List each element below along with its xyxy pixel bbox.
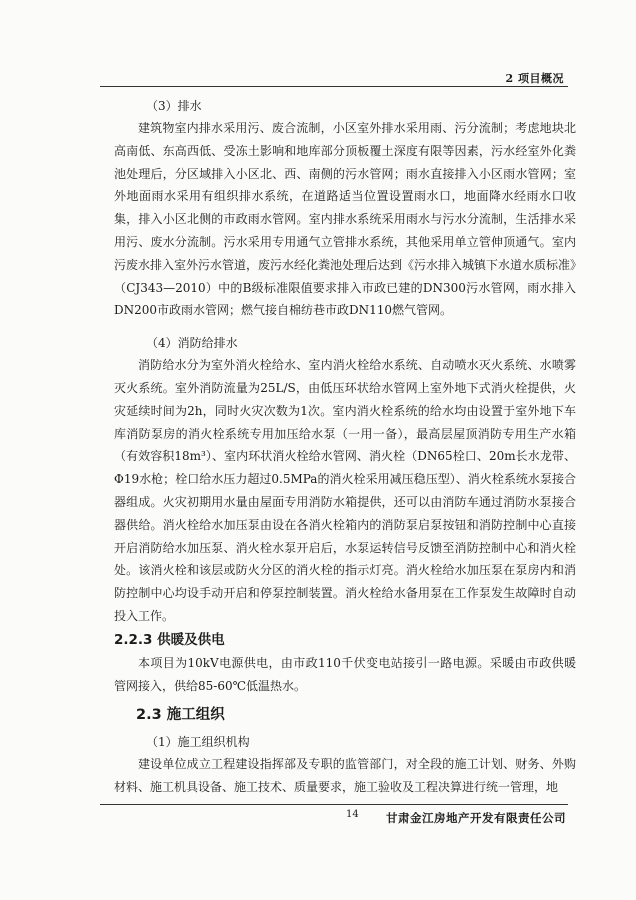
- drainage-paragraph: 建筑物室内排水采用污、废合流制，小区室外排水采用雨、污分流制；考虑地块北高南低、东高西低、受冻土影响和地库部分顶板覆土深度有限等因素，污水经室外化粪池处理后，分区域排入小区北、西、南侧的污水管网；雨水直接排入小区雨水管网；室外地面雨水采用有组织排水系统，在道路适当位置设置雨水口，地面降水经雨水口收集，排入小区北侧的市政雨水管网。室内排水系统采用雨水与污水分流制，生活排水采用污、废水分流制。污水采用专用通气立管排水系统，其他采用单立管伸顶通气。室内污废水排入室外污水管道，废污水经化粪池处理后达到《污水排入城镇下水道水质标准》（CJ343—2010）中的B级标准限值要求排入市政已建的DN300污水管网，雨水排入DN200市政雨水管网；燃气接自棉纺巷市政DN110燃气管网。: [114, 121, 577, 318]
- header-rule: [100, 86, 568, 87]
- fire-heading: （4）消防给排水: [146, 336, 238, 351]
- construction-heading: 2.3 施工组织: [136, 707, 225, 724]
- running-header: 2 项目概况: [505, 72, 564, 85]
- footer-rule: [100, 804, 568, 805]
- fire-paragraph: 消防给水分为室外消火栓给水、室内消火栓给水系统、自动喷水灭火系统、水喷雾灭火系统。室外消防流量为25L/S，由低压环状给水管网上室外地下式消火栓提供，火灾延续时间为2h，同时火灾次数为1次。室内消火栓系统的给水均由设置于室外地下车库消防泵房的消火栓系统专用加压给水泵（一用一备），最高层屋顶消防专用生产水箱（有效容积18m³）、室内环状消火栓给水管网、消火栓（DN65栓口、20m长水龙带、Φ19水枪；栓口给水压力超过0.5MPa的消火栓采用减压稳压型）、消火栓系统水泵接合器组成。火灾初期用水量由屋面专用消防水箱提供，还可以由消防车通过消防水泵接合器供给。消火栓给水加压泵由设在各消火栓箱内的消防泵启泵按钮和消防控制中心直接开启消防给水加压泵、消火栓水泵开启后，水泵运转信号反馈至消防控制中心和消火栓处。该消火栓和该层或防火分区的消火栓的指示灯亮。消火栓给水加压泵在泵房内和消防控制中心均设手动开启和停泵控制装置。消火栓给水备用泵在工作泵发生故障时自动投入工作。: [114, 358, 576, 623]
- drainage-heading: （3）排水: [146, 99, 202, 113]
- page-body: [114, 95, 576, 799]
- company-name: 甘肃金江房地产开发有限责任公司: [386, 811, 566, 825]
- construction-paragraph: 建设单位成立工程建设指挥部及专职的监管部门，对全段的施工计划、财务、外购材料、施工机具设备、施工技术、质量要求，施工验收及工程决算进行统一管理，地: [114, 757, 576, 795]
- page-number: 14: [346, 809, 359, 820]
- spacer: [114, 322, 576, 332]
- heating-paragraph: 本项目为10kV电源供电，由市政110千伏变电站接引一路电源。采暖由市政供暖管网接入，供给85-60℃低温热水。: [114, 655, 576, 693]
- construction-subheading: （1）施工组织机构: [146, 735, 250, 750]
- heating-heading: 2.2.3 供暖及供电: [114, 631, 225, 648]
